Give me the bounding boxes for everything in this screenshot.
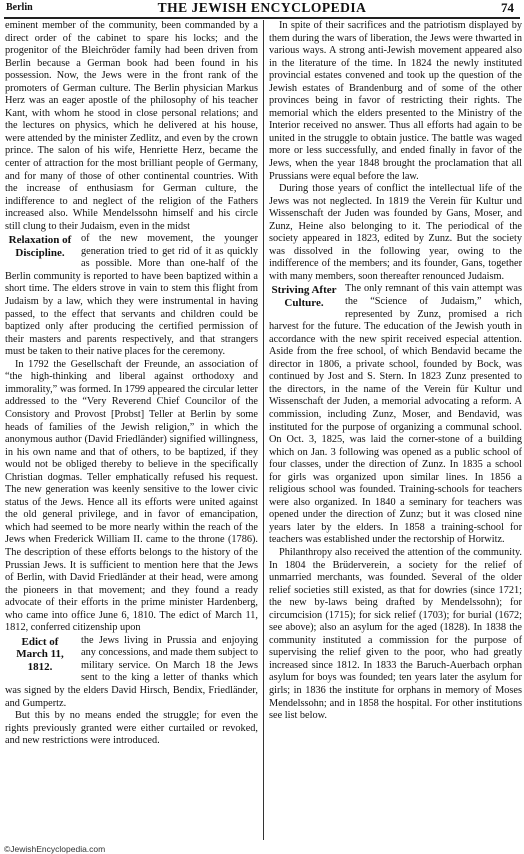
paragraph: But this by no means ended the struggle; for even the rights previously granted were either curtailed or revoked, and new restrictions were introduced. — [5, 710, 258, 747]
paragraph: During those years of conflict the intellectual life of the Jews was not neglected. In 1819 the Verein für Kultur und Wissenschaft der Juden was founded by Gans, Moser, and Zunz, Heine also belonging to it. The periodical of the society appeared in 1823, edited by Zunz. But the society was dissolved in the following year, owing to the indifference of the members; and its founder, Gans, together with many members, soon thereafter renounced Judaism. — [269, 183, 522, 282]
left-column — [5, 20, 258, 748]
header-article-name: Berlin — [6, 2, 33, 13]
header-rule — [4, 17, 520, 19]
page-number: 74 — [501, 0, 514, 15]
paragraph: Philanthropy also received the attention of the community. In 1804 the Brüderverein, a society for the relief of unmarried merchants, was founded. Several of the older relief societies still existed, as that for dowries (since 1721; the new by-laws being drafted by Mendelssohn); for circumcision (1715); for sick relief (1703); for burial (1672; see above); also an asylum for the aged (1828). In 1838 the community instituted a commission for the purpose of supervising the relief given to the poor, who had greatly increased since 1812. In 1833 the Baruch-Auerbach orphan asylum for boys was founded; ten years later the asylum for girls; in 1836 the institute for orphans in memory of Moses Mendelssohn; and in 1858 the hospital. For other institutions see list below. — [269, 546, 522, 722]
page-header — [6, 0, 518, 18]
header-title: THE JEWISH ENCYCLOPEDIA — [157, 0, 367, 15]
sidenote-edict: Edict of March 11, 1812. — [16, 635, 64, 673]
paragraph: the Jews living in Prussia and enjoying any concessions, and made them subject to military service. On March 18 the Jews sent to the king a letter of thanks which was signed by the elders David Hirsch, Bendix, Friedländer, and Gumpertz. — [5, 634, 259, 709]
right-column — [269, 20, 522, 723]
sidenote-relaxation: Relaxation of Discipline. — [8, 234, 72, 259]
paragraph: The only remnant of this vain attempt was the “Science of Judaism,” which, represented by Zunz, promised a rich harvest for the future. The education of the Jewish youth in accordance with the new spirit received especial attention. Aside from the free school, of which Bendavid became the director in 1806, a private school, founded by Bock, was continued by Jost and S. Stern. In 1823 Zunz presented to the directors, in the name of the Verein für Kultur und Wissenschaft der Juden, a memorial advocating a reform. A commission, including Zunz, Moser, and Bendavid, was instituted for the purpose of organizing a communal school. On Oct. 3, 1825, was laid the corner-stone of a building which on Jan. 3 following was opened as a public school of four classes, under the direction of Zunz. In 1835 a school for girls was organized upon similar lines. In 1856 a religious school was founded. Training-schools for teachers were also organized. In 1840 a seminary for teachers was opened under the direction of Zunz; but it was closed nine years later by the elders. In 1858 a training-school for teachers was established under the rectorship of Horwitz. — [269, 283, 522, 546]
footer-watermark: ©JewishEncyclopedia.com — [4, 844, 106, 854]
paragraph: eminent member of the community, been commanded by a direct order of the cabinet to spare his locks; and the progenitor of the Bleichröder family had been driven from Berlin because a German book had been found in his possession. Now, the Jews were in the front rank of the promoters of German culture. The Berlin physician Markus Herz was an eager apostle of the philosophy of his teacher Kant, with whom he stood in close personal relations; and the lectures on physics, which he delivered at his house, were attended by the minister Zedlitz, and even by the crown prince. The salon of his wife, Henriette Herz, became the center of attraction for the most brilliant people of Germany, and for many of those of other continental countries. With the increase of enthusiasm for German culture, the indifference to and neglect of the religion of the Fathers increased also. While Mendelssohn himself and his circle still clung to their Judaism, even in the midst — [5, 20, 258, 232]
paragraph: In 1792 the Gesellschaft der Freunde, an association of “the high-thinking and liberal against orthodoxy and immorality,” was formed. In 1799 appeared the circular letter addressed to the “Very Reverend Chief Councilor of the Consistory and Provost [Probst] Teller at Berlin by some heads of families of the Jewish religion,” in which the anonymous author (David Friedländer) signified willingness, in his own name and that of others, to be baptized, if they would not be obliged thereby to believe in the specifically Christian dogmas. Teller emphatically refused his request. The new generation was keenly sensitive to the lower civic status of the Jews. Hence all its efforts were united against the old general privilege, and in favor of emancipation, which had seemed to be more nearly within the reach of the Jews when Frederick William II. came to the throne (1786). The description of these efforts belongs to the history of the Prussian Jews. It is sufficient to mention here that the Jews of Berlin, with David Friedländer at their head, were among the pioneers in that movement; and they found a ready advocate of their efforts in the prime minister Hardenberg, who came into office June 6, 1810. The edict of March 11, 1812, conferred citizenship upon — [5, 358, 258, 634]
paragraph: of the new movement, the younger generation tried to get rid of it as quickly as possible. More than one-half of the Berlin community is reported to have been baptized within a short time. The elders strove in vain to stem this flight from Judaism by a law, which they were instrumental in having passed, to the effect that servants and children could be baptized only after producing the certified permission of their masters and parents respectively, and that strangers must be taken to their native places for the ceremony. — [5, 233, 258, 358]
column-divider — [263, 20, 264, 840]
sidenote-striving: Striving After Culture. — [271, 284, 337, 309]
paragraph: In spite of their sacrifices and the patriotism displayed by them during the wars of liberation, the Jews were thwarted in various ways. A strong anti-Jewish movement appeared also in the literature of the time. In 1824 the newly instituted provincial estates convened and took up the question of the Jewish estates of Brandenburg and of some of the other provinces being in favor of restricting their rights. The memorial which the elders presented to the Ministry of the Interior received no answer. Thus all efforts had again to be united in the struggle to obtain justice. The battle was waged more or less successfully, and ended finally in favor of the Jews, when the year 1848 brought the proclamation that all Prussians were equal before the law. — [269, 20, 522, 182]
